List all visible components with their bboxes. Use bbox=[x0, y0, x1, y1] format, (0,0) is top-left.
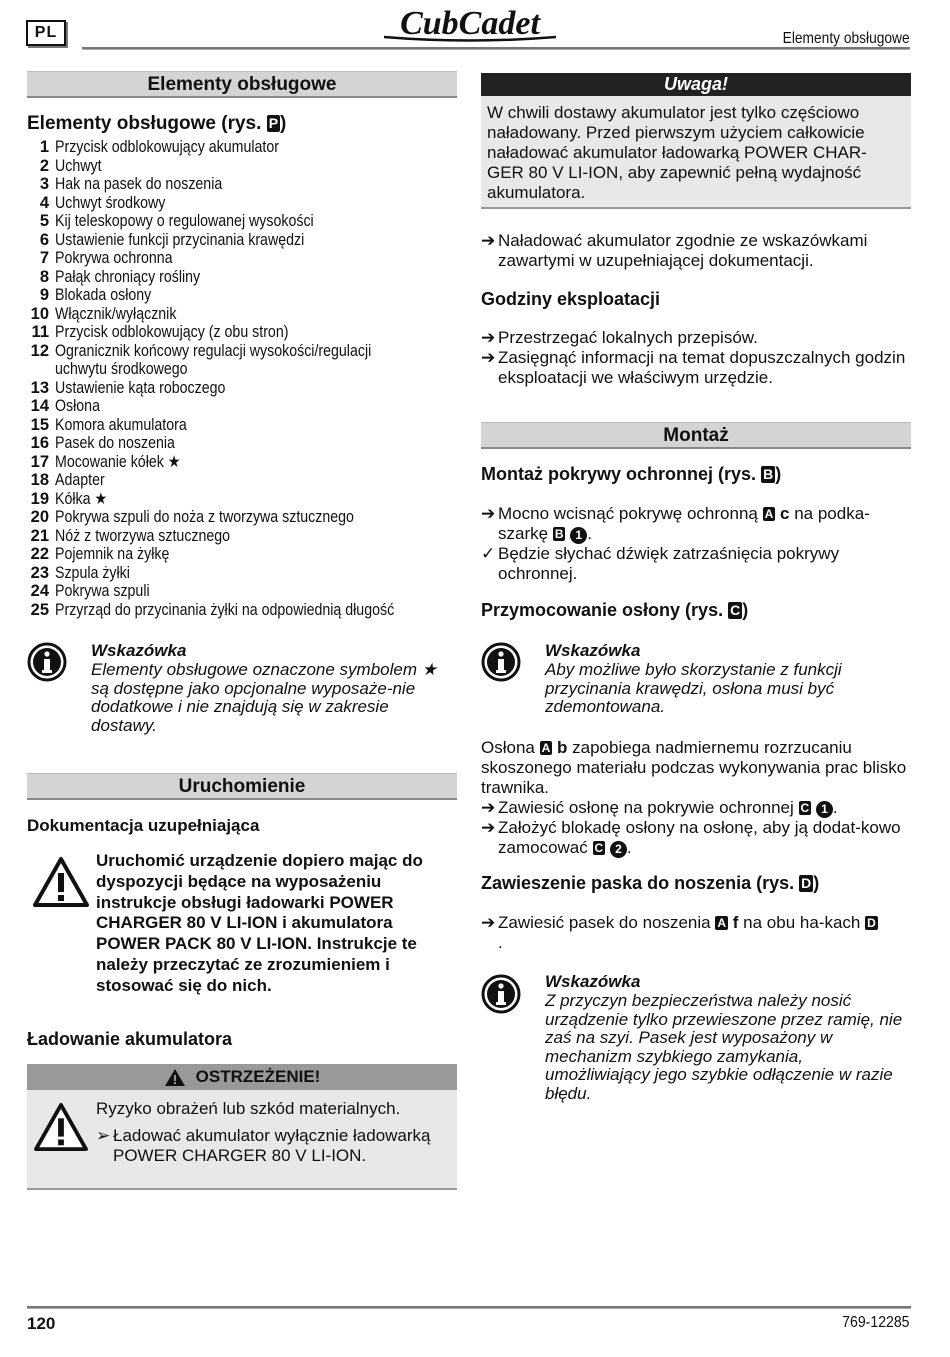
page-number: 120 bbox=[27, 1314, 56, 1333]
part-label: Osłona bbox=[55, 397, 100, 415]
section-bar-elementy: Elementy obsługowe bbox=[27, 71, 457, 98]
part-number: 11 bbox=[31, 323, 49, 341]
mount-heading: Montaż pokrywy ochronnej (rys. B ) bbox=[481, 464, 782, 484]
parts-list-item bbox=[27, 175, 457, 194]
part-label: Szpula żyłki bbox=[55, 563, 130, 582]
header-rule bbox=[82, 47, 910, 50]
note-1-body bbox=[91, 641, 455, 735]
parts-list-item bbox=[27, 268, 457, 287]
parts-list bbox=[27, 138, 457, 619]
parts-heading: Elementy obsługowe (rys. P ) bbox=[27, 113, 287, 134]
parts-list-item bbox=[27, 508, 457, 527]
parts-list-item bbox=[27, 416, 457, 435]
warning-box bbox=[27, 1064, 457, 1190]
part-number: 23 bbox=[30, 563, 49, 582]
parts-list-item bbox=[27, 453, 457, 472]
step-charge: ➔ Naładować akumulator zgodnie ze wskazówkami zawartymi w uzupełniającej dokumentacji. bbox=[481, 231, 868, 270]
warning-item: ➢ Ładować akumulator wyłącznie ładowarką POWER CHARGER 80 V LI-ION. bbox=[96, 1126, 431, 1165]
parts-list-item bbox=[27, 231, 457, 250]
parts-list-item bbox=[27, 194, 457, 213]
part-number: 10 bbox=[30, 304, 49, 323]
part-number: 15 bbox=[30, 415, 49, 434]
note-hint-3 bbox=[481, 974, 521, 1019]
part-number: 3 bbox=[39, 175, 49, 193]
part-number: 12 bbox=[30, 341, 49, 360]
part-label: Pałąk chroniący rośliny bbox=[55, 267, 201, 286]
part-label: Pokrywa ochronna bbox=[55, 249, 173, 267]
part-label: Pokrywa szpuli do noża z tworzywa sztucznego bbox=[55, 508, 354, 526]
mount-list bbox=[481, 504, 911, 584]
part-label: Pasek do noszenia bbox=[55, 434, 175, 452]
part-number: 19 bbox=[30, 489, 49, 508]
parts-list-item bbox=[27, 212, 457, 231]
notice-text: W chwili dostawy akumulator jest tylko częściowo naładowany. Przed pierwszym użyciem całkowicie naładować akumulator ładowarką POWER CHAR-GER 80 V LI-ION, aby zapewnić pełną wydajność akumulatora. bbox=[487, 103, 867, 202]
hours-item-2: ➔ Zasięgnąć informacji na temat dopuszczalnych godzin eksploatacji we właściwym urzędzie. bbox=[481, 348, 906, 387]
info-icon bbox=[481, 642, 521, 682]
parts-list-item bbox=[27, 471, 457, 490]
mount-item-1: ➔ Mocno wcisnąć pokrywę ochronną A c na podka-szarkę B 1 . bbox=[481, 504, 870, 543]
part-number: 20 bbox=[30, 508, 49, 526]
note-3-body: Wskazówka Z przyczyn bezpieczeństwa należy nosić urządzenie tylko przewieszone przez ramię, nie zaś na szyi. Pasek jest wyposażony w mechanizm szybkiego zamykania, umożliwiający jego szybkie odłączenie w razie błędu. bbox=[545, 972, 903, 1103]
strap-item-1: ➔ Zawiesić pasek do noszenia A f na obu ha-kach D. bbox=[481, 913, 876, 952]
part-number: 21 bbox=[30, 526, 49, 545]
charge-heading: Ładowanie akumulatora bbox=[27, 1029, 233, 1049]
section-bar-montaz: Montaż bbox=[481, 422, 911, 449]
parts-list-item bbox=[27, 527, 457, 546]
part-number: 7 bbox=[39, 249, 49, 267]
part-number: 2 bbox=[39, 156, 49, 175]
parts-list-item bbox=[27, 434, 457, 453]
parts-list-item bbox=[27, 397, 457, 416]
notice-box bbox=[481, 73, 911, 209]
parts-list-item bbox=[27, 249, 457, 268]
part-number: 16 bbox=[30, 434, 49, 452]
part-label: Ustawienie funkcji przycinania krawędzi bbox=[55, 230, 305, 249]
doc-number: 769-12285 bbox=[842, 1314, 910, 1331]
note-hint-2 bbox=[481, 642, 521, 687]
warning-text: Ryzyko obrażeń lub szkód materialnych. bbox=[96, 1099, 401, 1118]
part-label: Kij teleskopowy o regulowanej wysokości bbox=[55, 212, 314, 230]
part-number: 8 bbox=[39, 267, 49, 286]
part-number: 5 bbox=[39, 212, 49, 230]
part-label: Ogranicznik końcowy regulacji wysokości/regulacji uchwytu środkowego bbox=[55, 341, 372, 378]
strap-list bbox=[481, 913, 881, 953]
guard-heading: Przymocowanie osłony (rys. C ) bbox=[481, 600, 749, 620]
info-icon bbox=[27, 642, 67, 682]
part-label: Przyrząd do przycinania żyłki na odpowiednią długość bbox=[55, 600, 395, 619]
strap-heading: Zawieszenie paska do noszenia (rys. D ) bbox=[481, 873, 820, 893]
part-number: 14 bbox=[30, 397, 49, 415]
parts-list-item bbox=[27, 342, 457, 379]
part-number: 9 bbox=[39, 286, 49, 304]
parts-list-item bbox=[27, 564, 457, 583]
part-number: 4 bbox=[39, 193, 49, 212]
part-label: Pokrywa szpuli bbox=[55, 582, 150, 600]
doc-heading: Dokumentacja uzupełniająca bbox=[27, 816, 260, 835]
figure-ref-p: P bbox=[268, 115, 279, 131]
parts-list-item bbox=[27, 305, 457, 324]
language-badge: PL bbox=[26, 20, 66, 46]
part-label: Adapter bbox=[55, 471, 105, 489]
header-section-title: Elementy obsługowe bbox=[783, 30, 910, 47]
part-number: 1 bbox=[39, 138, 49, 156]
parts-list-item bbox=[27, 601, 457, 620]
part-label: Przycisk odblokowujący akumulator bbox=[55, 138, 279, 156]
part-label: Blokada osłony bbox=[55, 286, 152, 304]
part-number: 17 bbox=[30, 452, 49, 471]
part-label: Włącznik/wyłącznik bbox=[55, 304, 177, 323]
doc-warning-text: Uruchomić urządzenie dopiero mając do dyspozycji będące na wyposażeniu instrukcje obsługi ładowarki POWER CHARGER 80 V LI-ION i akumulatora POWER PACK 80 V LI-ION. Instrukcje te należy przeczytać ze zrozumieniem i stosować się do nich. bbox=[96, 851, 423, 995]
guard-item-2: ➔ Założyć blokadę osłony na osłonę, aby ją dodat-kowo zamocować C 2 . bbox=[481, 818, 901, 857]
part-label: Komora akumulatora bbox=[55, 415, 187, 434]
part-label: Uchwyt środkowy bbox=[55, 193, 166, 212]
part-label: Nóż z tworzywa sztucznego bbox=[55, 526, 231, 545]
part-label: Ustawienie kąta roboczego bbox=[55, 378, 226, 397]
note-1-title: Wskazówka bbox=[91, 641, 187, 660]
warning-header: OSTRZEŻENIE! bbox=[27, 1064, 457, 1090]
brand-logo bbox=[370, 4, 570, 46]
part-label: Przycisk odblokowujący (z obu stron) bbox=[55, 323, 289, 341]
brand-logo-text: CubCadet bbox=[400, 5, 540, 42]
parts-list-item bbox=[27, 582, 457, 601]
part-label: Pojemnik na żyłkę bbox=[55, 545, 170, 563]
part-number: 25 bbox=[30, 600, 49, 619]
guard-text: Osłona A b zapobiega nadmiernemu rozrzucaniu skoszonego materiału podczas wykonywania prac blisko trawnika. ➔ Zawiesić osłonę na pokrywie ochronnej C 1 . ➔ Założyć blokadę osłony na osłonę, aby ją dodat-kowo zamocować C 2 . bbox=[481, 738, 911, 858]
part-number: 13 bbox=[30, 378, 49, 397]
warning-box-icon bbox=[33, 1102, 89, 1157]
note-hint-1 bbox=[27, 642, 67, 687]
footer-rule bbox=[27, 1306, 911, 1309]
part-number: 22 bbox=[30, 545, 49, 563]
part-number: 24 bbox=[30, 582, 49, 600]
mount-result: ✓ Będzie słychać dźwięk zatrzaśnięcia pokrywy ochronnej. bbox=[481, 544, 840, 583]
part-label: Uchwyt bbox=[55, 156, 102, 175]
part-label: Mocowanie kółek ★ bbox=[55, 452, 181, 471]
hours-list bbox=[481, 328, 911, 388]
hours-item-1: ➔ Przestrzegać lokalnych przepisów. bbox=[481, 328, 758, 347]
parts-list-item bbox=[27, 138, 457, 157]
parts-list-item bbox=[27, 157, 457, 176]
parts-list-item bbox=[27, 545, 457, 564]
parts-list-item bbox=[27, 490, 457, 509]
guard-item-1: ➔ Zawiesić osłonę na pokrywie ochronnej C 1 . bbox=[481, 798, 838, 817]
note-2-body: Wskazówka Aby możliwe było skorzystanie z funkcji przycinania krawędzi, osłona musi być zdemontowana. bbox=[545, 641, 842, 716]
parts-list-item bbox=[27, 286, 457, 305]
warning-icon bbox=[32, 856, 90, 913]
section-bar-uruchomienie: Uruchomienie bbox=[27, 773, 457, 800]
part-label: Kółka ★ bbox=[55, 489, 108, 508]
parts-list-item bbox=[27, 379, 457, 398]
notice-header: Uwaga! bbox=[481, 73, 911, 96]
warning-small-icon bbox=[164, 1068, 186, 1087]
part-number: 6 bbox=[39, 230, 49, 249]
hours-heading: Godziny eksploatacji bbox=[481, 289, 661, 309]
info-icon bbox=[481, 974, 521, 1014]
parts-list-item bbox=[27, 323, 457, 342]
part-label: Hak na pasek do noszenia bbox=[55, 175, 223, 193]
note-1-text: Elementy obsługowe oznaczone symbolem ★ są dostępne jako opcjonalne wyposaże-nie dodatkowe i nie znajdują się w zakresie dostawy. bbox=[91, 660, 437, 735]
part-number: 18 bbox=[30, 471, 49, 489]
